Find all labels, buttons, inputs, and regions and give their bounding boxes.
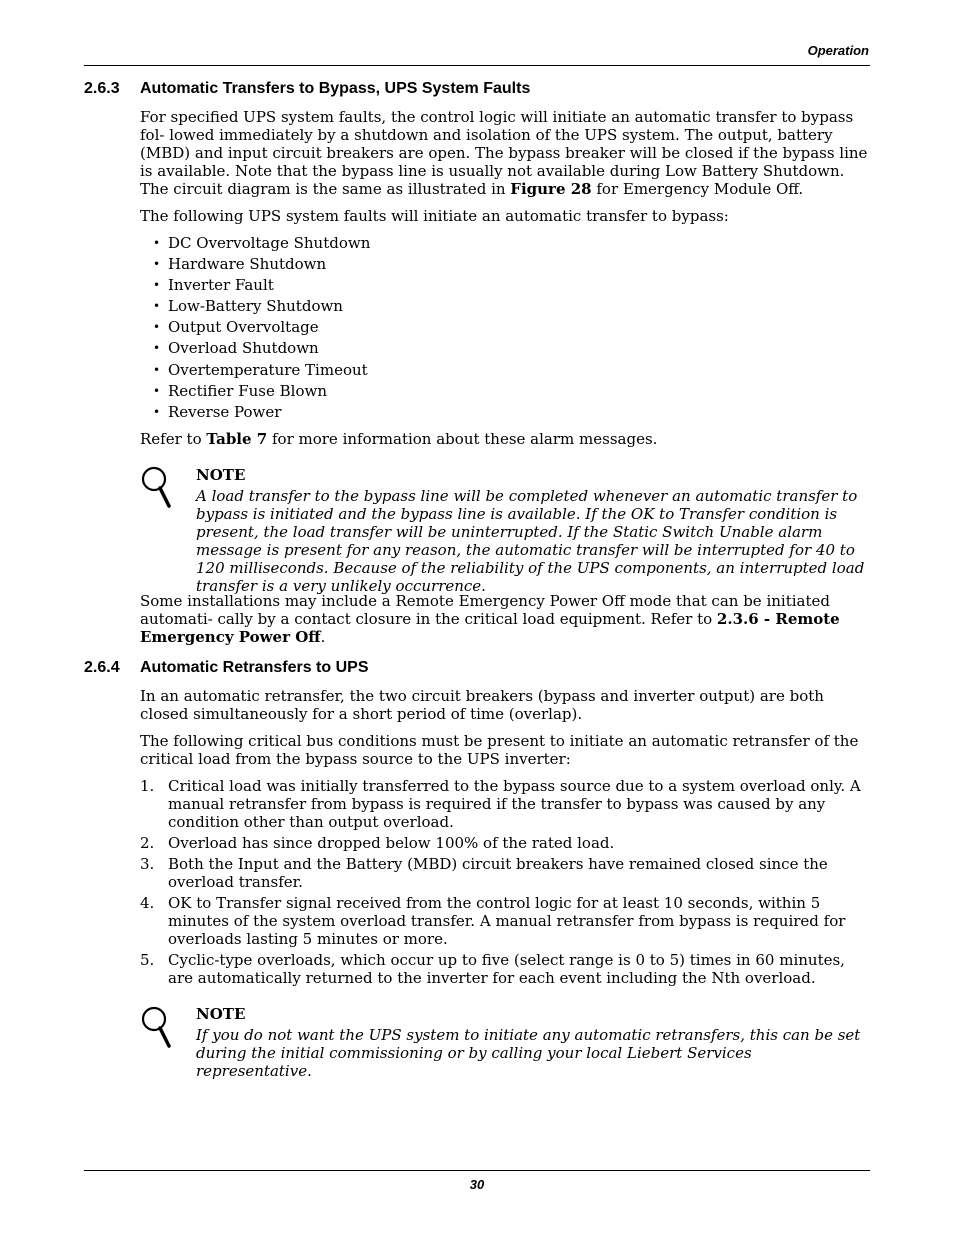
paragraph-text: for Emergency Module Off. [591,180,804,198]
section-number: 2.6.4 [84,659,120,676]
list-item [140,777,868,831]
list-item: • Output Overvoltage [140,318,370,339]
figure-reference: Figure 28 [510,180,592,198]
section-reference: 2.3.6 - Remote Emergency Power Off [140,610,840,646]
list-item: • DC Overvoltage Shutdown [140,234,370,255]
list-item: • Inverter Fault [140,276,370,297]
paragraph-table-ref [140,430,868,448]
note-text: If you do not want the UPS system to initiate any automatic retransfers, this can be set during the initial commissioning or by calling your local Liebert Services representative. [196,1026,861,1080]
item-text: Overload has since dropped below 100% of the rated load. [168,834,615,852]
list-item [140,951,868,987]
item-number: 2. [140,834,155,852]
list-item: • Overtemperature Timeout [140,361,370,382]
list-item: • Rectifier Fuse Blown [140,382,370,403]
item-number: 5. [140,951,155,969]
item-text: Cyclic-type overloads, which occur up to five (select range is 0 to 5) times in 60 minutes, are automatically returned to the inverter for each event including the Nth overload. [168,951,845,987]
item-text: Critical load was initially transferred to the bypass source due to a system overload only. A manual retransfer from bypass is required if the transfer to bypass was caused by any condition other than output overload. [168,777,861,831]
footer-rule [84,1170,870,1171]
list-item [140,834,868,852]
paragraph-conditions-intro: The following critical bus conditions must be present to initiate an automatic retransfer of the critical load from the bypass source to the UPS inverter: [140,732,859,768]
note-text: A load transfer to the bypass line will be completed whenever an automatic transfer to bypass is initiated and the bypass line is available. If the OK to Transfer condition is present, the load transfer will be uninterrupted. If the Static Switch Unable alarm message is present for any reason, the automatic transfer will be interrupted for 40 to 120 milliseconds. Because of the reliability of the UPS components, an interrupted load transfer is a very unlikely occurrence. [196,487,865,595]
table-reference: Table 7 [206,430,268,448]
list-item: • Reverse Power [140,403,370,424]
paragraph-retransfer-intro: In an automatic retransfer, the two circuit breakers (bypass and inverter output) are both closed simultaneously for a short period of time (overlap). [140,687,824,723]
list-item: • Overload Shutdown [140,339,370,360]
list-item [140,855,868,891]
paragraph-faults-intro: The following UPS system faults will initiate an automatic transfer to bypass: [140,207,729,225]
note-title: NOTE [196,1005,246,1023]
paragraph-text: For specified UPS system faults, the control logic will initiate an automatic transfer to bypass fol- lowed immediately by a shutdown and isolation of the UPS system. The output, battery (MBD) and input circuit breakers are open. The bypass breaker will be closed if the bypass line is available. Note that the bypass line is usually not available during Low Battery Shutdown. The circuit diagram is the same as illustrated in [140,108,868,198]
condition-list [140,777,868,990]
item-number: 4. [140,894,155,912]
section-title: Automatic Retransfers to UPS [140,659,369,676]
running-header: Operation [807,43,869,58]
section-title: Automatic Transfers to Bypass, UPS System Faults [140,80,531,97]
section-heading-2-6-4 [84,659,369,677]
fault-list [140,234,370,424]
paragraph-text: Refer to [140,430,207,448]
list-item: • Hardware Shutdown [140,255,370,276]
paragraph-remote-epo [140,592,868,646]
paragraph-text: Some installations may include a Remote Emergency Power Off mode that can be initiated automati- cally by a contact closure in the critical load equipment. Refer to [140,592,830,628]
page-number: 30 [469,1177,485,1192]
magnifier-icon [140,466,174,510]
paragraph-text: . [320,628,326,646]
section-number: 2.6.3 [84,80,120,97]
section-heading-2-6-3 [84,80,530,98]
item-number: 1. [140,777,155,795]
item-number: 3. [140,855,155,873]
header-rule [84,65,870,66]
paragraph-intro [140,108,868,198]
note-title: NOTE [196,466,246,484]
item-text: OK to Transfer signal received from the control logic for at least 10 seconds, within 5 minutes of the system overload transfer. A manual retransfer from bypass is required for overloads lasting 5 minutes or more. [168,894,846,948]
list-item: • Low-Battery Shutdown [140,297,370,318]
paragraph-text: for more information about these alarm messages. [267,430,658,448]
magnifier-icon [140,1006,174,1050]
list-item [140,894,868,948]
item-text: Both the Input and the Battery (MBD) circuit breakers have remained closed since the overload transfer. [168,855,828,891]
